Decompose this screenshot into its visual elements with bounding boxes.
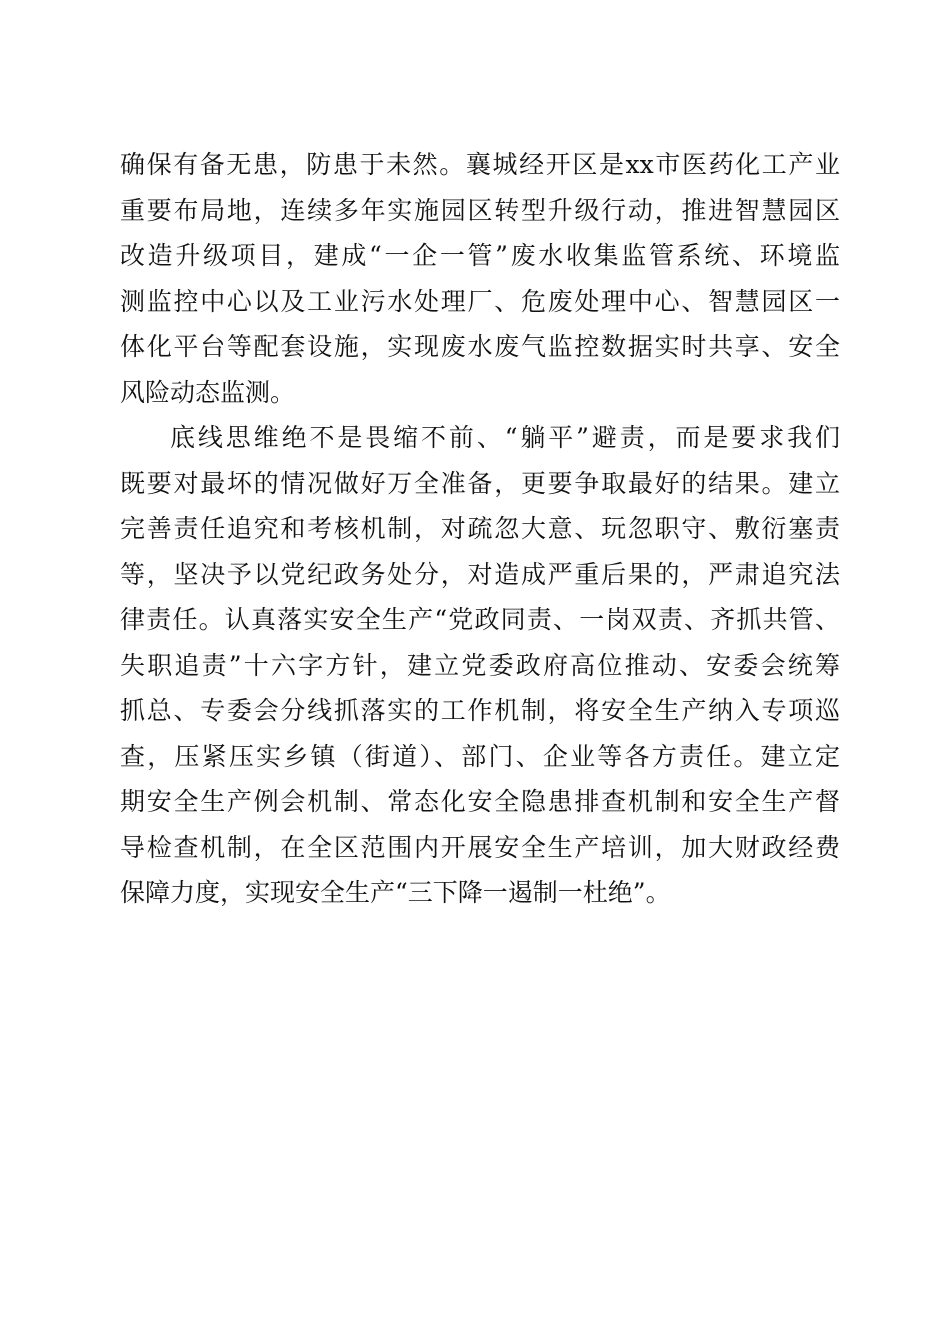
- paragraph-line: 既要对最坏的情况做好万全准备，更要争取最好的结果。建立: [120, 468, 840, 498]
- paragraph-line: 导检查机制，在全区范围内开展安全生产培训，加大财政经费: [120, 832, 840, 862]
- paragraph-line: 律责任。认真落实安全生产“党政同责、一岗双责、齐抓共管、: [120, 605, 840, 634]
- paragraph-line: 查，压紧压实乡镇（街道）、部门、企业等各方责任。建立定: [120, 741, 840, 771]
- paragraph-line: 确保有备无患，防患于未然。襄城经开区是xx市医药化工产业: [120, 150, 840, 179]
- paragraph-1: [120, 142, 840, 415]
- paragraph-line: 风险动态监测。: [120, 377, 296, 407]
- paragraph-line: 重要布局地，连续多年实施园区转型升级行动，推进智慧园区: [120, 195, 840, 225]
- paragraph-line: 完善责任追究和考核机制，对疏忽大意、玩忽职守、敷衍塞责: [120, 514, 840, 543]
- paragraph-line: 体化平台等配套设施，实现废水废气监控数据实时共享、安全: [120, 332, 840, 361]
- document-body: [120, 142, 840, 916]
- paragraph-line: 失职追责”十六字方针，建立党委政府高位推动、安委会统筹: [120, 650, 840, 680]
- paragraph-line: 保障力度，实现安全生产“三下降一遏制一杜绝”。: [120, 878, 671, 907]
- paragraph-line: 等，坚决予以党纪政务处分，对造成严重后果的，严肃追究法: [120, 559, 840, 589]
- paragraph-line: 改造升级项目，建成“一企一管”废水收集监管系统、环境监: [120, 241, 840, 270]
- paragraph-line: 测监控中心以及工业污水处理厂、危废处理中心、智慧园区一: [120, 286, 840, 316]
- paragraph-line: 抓总、专委会分线抓落实的工作机制，将安全生产纳入专项巡: [120, 696, 840, 725]
- paragraph-2: [120, 415, 840, 916]
- paragraph-line: 期安全生产例会机制、常态化安全隐患排查机制和安全生产督: [120, 787, 840, 816]
- paragraph-line: 底线思维绝不是畏缩不前、“躺平”避责，而是要求我们: [170, 423, 840, 452]
